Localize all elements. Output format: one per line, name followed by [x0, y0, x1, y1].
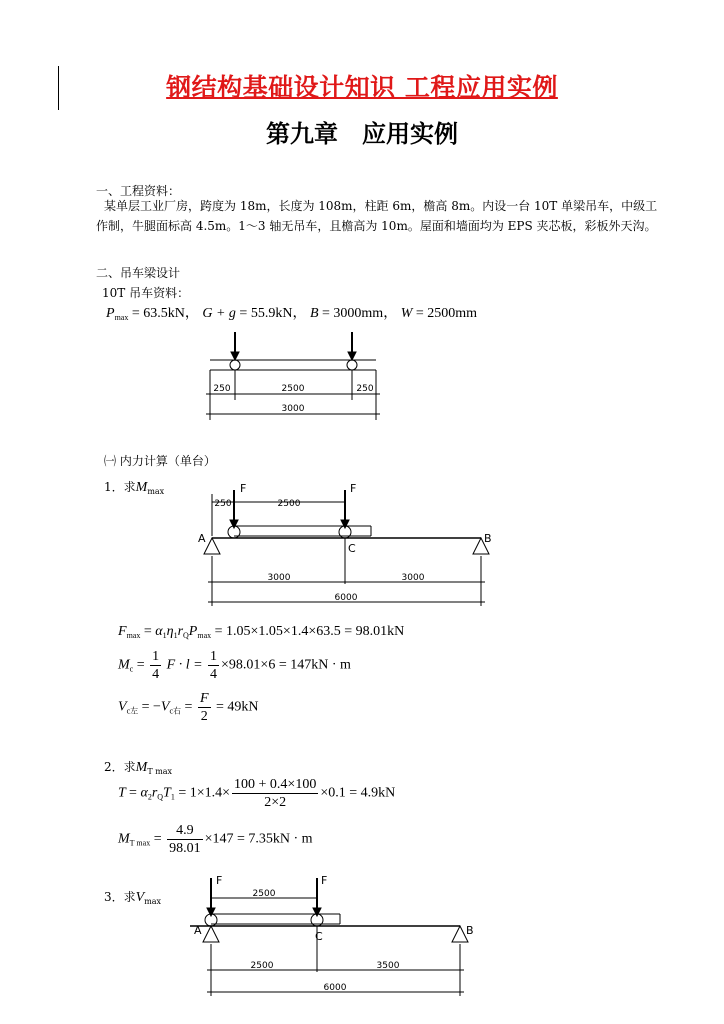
- f3-eq: = −: [141, 699, 161, 715]
- dim-total: 6000: [323, 983, 347, 993]
- step1-label: [104, 478, 164, 496]
- crane-params: [106, 302, 477, 322]
- f4-mid: = 1×1.4×: [178, 785, 231, 801]
- dim-left: 250: [214, 499, 232, 509]
- f2-eq: =: [136, 657, 145, 673]
- f1-eta: η: [166, 624, 174, 639]
- f4-rhs: ×0.1 = 4.9kN: [320, 785, 396, 801]
- section1-body-text: 某单层工业厂房，跨度为 18m，长度为 108m，柱距 6m，檐高 8m。内设一台 10T 单梁吊车，中级工作制，牛腿面标高 4.5m。1～3 轴无吊车，且檐高为 10m。屋面和墙面均为 EPS 夹芯板，彩板外天沟。: [96, 199, 658, 233]
- f2-mid: F · l =: [166, 657, 203, 673]
- load-label-1: F: [240, 482, 247, 495]
- step1-m: M: [135, 480, 148, 495]
- step1-m-sub: max: [147, 487, 165, 496]
- load-label-2: F: [321, 874, 328, 887]
- step2-text: 2．求: [104, 760, 136, 774]
- section1-heading: 一、工程资料：: [96, 184, 181, 198]
- f1-eq: =: [143, 624, 152, 639]
- formula-mc: [118, 648, 351, 683]
- step3-text: 3．求: [104, 890, 136, 904]
- f4-t-sub: 1: [170, 792, 175, 802]
- point-c-label: C: [348, 542, 356, 555]
- formula-t: [118, 776, 395, 811]
- p-label: P: [106, 306, 115, 321]
- sep-1: ，: [184, 306, 199, 321]
- formula-fmax: [118, 624, 404, 640]
- f5-frac: $\frac{4.9}{98.01}$: [169, 823, 201, 856]
- g-value: = 55.9kN: [239, 306, 293, 321]
- dim-bottom-2: 3000: [401, 573, 425, 583]
- f4-r: r: [151, 785, 158, 801]
- dim-top-1: 250: [213, 384, 231, 394]
- f3-lhs-sub: c左: [126, 706, 139, 716]
- step3-v-sub: max: [144, 897, 162, 906]
- f3-rhs: = 49kN: [216, 699, 259, 715]
- f1-lhs-sub: max: [126, 631, 141, 640]
- f3-v-sub: c右: [169, 706, 182, 716]
- f4-t: T: [163, 785, 171, 801]
- dim-span: 2500: [252, 889, 276, 899]
- chapter-title: 第九章 应用实例: [266, 120, 458, 148]
- p-sub: max: [114, 313, 129, 322]
- g-label: G + g: [202, 306, 236, 321]
- f1-alpha-sub: 1: [162, 631, 167, 640]
- f1-eta-sub: 1: [173, 631, 178, 640]
- f5-lhs: M: [118, 831, 130, 847]
- dim-bottom-1: 3000: [267, 573, 291, 583]
- wheel-2: [347, 360, 357, 370]
- f1-r: r: [177, 624, 184, 639]
- step1-text: 1．求: [104, 480, 136, 494]
- vmax-beam-diagram: [190, 872, 480, 1000]
- w-label: W: [400, 306, 413, 321]
- f3-v: V: [160, 699, 170, 715]
- load-label-2: F: [350, 482, 357, 495]
- dim-total: 6000: [334, 593, 358, 603]
- f4-alpha: α: [140, 785, 148, 801]
- step3-label: [104, 888, 161, 906]
- b-label: B: [309, 306, 319, 321]
- f4-alpha-sub: 2: [147, 792, 152, 802]
- dim-top-2: 2500: [281, 384, 305, 394]
- f2-rhs: ×98.01×6 = 147kN · m: [221, 657, 351, 673]
- dim-total: 3000: [281, 404, 305, 414]
- load-arrow-1-head: [231, 352, 239, 360]
- mmax-beam-diagram: [196, 480, 496, 610]
- support-b-label: B: [484, 532, 492, 545]
- dim-span: 2500: [277, 499, 301, 509]
- f4-r-sub: Q: [157, 792, 164, 802]
- sep-2: ，: [292, 306, 307, 321]
- f5-eq: =: [153, 831, 162, 847]
- f3-eq2: =: [184, 699, 193, 715]
- load-label-1: F: [216, 874, 223, 887]
- subsection1-heading: ㈠ 内力计算（单台）: [104, 454, 216, 468]
- section1-body: [96, 196, 664, 236]
- f1-p-sub: max: [197, 631, 212, 640]
- f5-lhs-sub: T max: [129, 838, 151, 848]
- formula-vc: [118, 690, 259, 725]
- step3-v: V: [135, 890, 145, 905]
- step2-label: [104, 758, 172, 776]
- crane-heading: 10T 吊车资料：: [102, 286, 190, 300]
- f4-lhs: T: [118, 785, 126, 801]
- dim-bottom-2: 3500: [376, 961, 400, 971]
- f1-r-sub: Q: [183, 631, 189, 640]
- p-value: = 63.5kN: [131, 306, 185, 321]
- support-a-label: A: [194, 924, 202, 937]
- f3-lhs: V: [118, 699, 127, 715]
- support-a-label: A: [198, 532, 206, 545]
- banner-title: 钢结构基础设计知识 工程应用实例: [166, 73, 558, 102]
- support-a: [203, 926, 219, 942]
- dim-bottom-1: 2500: [250, 961, 274, 971]
- step2-m: M: [135, 760, 148, 775]
- f2-frac-2: $\frac{1}{4}$: [210, 649, 218, 682]
- section2-heading: 二、吊车梁设计: [96, 266, 181, 280]
- crane-wheel-diagram: [200, 328, 400, 424]
- dim-top-3: 250: [356, 384, 374, 394]
- f4-eq: =: [129, 785, 137, 801]
- f1-rhs: = 1.05×1.05×1.4×63.5 = 98.01kN: [214, 624, 405, 639]
- f1-alpha: α: [155, 624, 163, 639]
- formula-mt: [118, 822, 313, 857]
- f2-lhs-sub: c: [129, 664, 134, 674]
- f1-lhs: F: [118, 624, 127, 639]
- w-value: = 2500mm: [415, 306, 478, 321]
- f2-frac-1: $\frac{1}{4}$: [152, 649, 160, 682]
- f4-frac: $\frac{100 + 0.4\times 100}{2\times 2}$: [234, 777, 317, 810]
- wheel-1: [230, 360, 240, 370]
- load-arrow-2-head: [348, 352, 356, 360]
- point-c-label: C: [315, 930, 323, 943]
- f5-rhs: ×147 = 7.35kN · m: [204, 831, 313, 847]
- support-a: [204, 538, 220, 554]
- b-value: = 3000mm: [322, 306, 384, 321]
- sep-3: ，: [383, 306, 398, 321]
- f2-lhs: M: [118, 657, 130, 673]
- f3-frac: $\frac{F}{2}$: [199, 691, 209, 724]
- f1-p: P: [188, 624, 198, 639]
- step2-m-sub: T max: [147, 767, 173, 776]
- support-b-label: B: [466, 924, 474, 937]
